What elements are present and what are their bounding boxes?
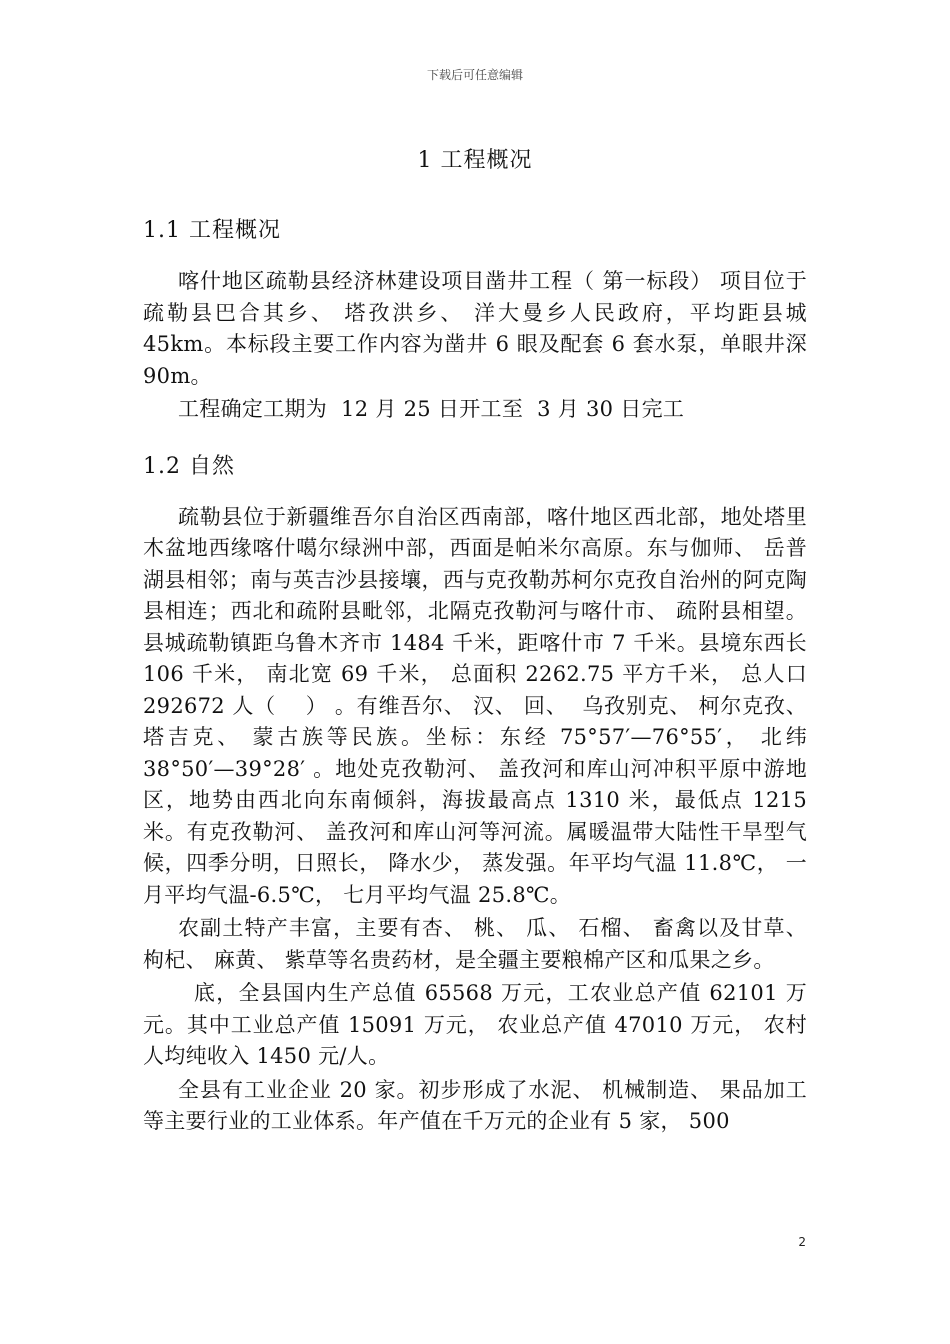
- paragraph-construction-period: 工程确定工期为 12 月 25 日开工至 3 月 30 日完工: [178, 397, 685, 421]
- section-heading-1-2: 1.2 自然: [143, 453, 235, 479]
- paragraph-project-location: 喀什地区疏勒县经济林建设项目凿井工程（ 第一标段） 项目位于疏勒县巴合其乡、 塔孜洪乡、 洋大曼乡人民政府，平均距县城 45km。本标段主要工作内容为凿井 6 眼及配套 6 套水泵，单眼井深 90m。: [143, 269, 814, 388]
- paragraph-local-products: 农副土特产丰富，主要有杏、 桃、 瓜、 石榴、 畜禽以及甘草、 枸杞、 麻黄、 紫草等名贵药材，是全疆主要粮棉产区和瓜果之乡。: [143, 916, 814, 972]
- paragraph-economic-output: 底，全县国内生产总值 65568 万元，工农业总产值 62101 万元。其中工业总产值 15091 万元， 农业总产值 47010 万元， 农村人均纯收入 1450 元/人。: [143, 981, 807, 1068]
- document-title: 1 工程概况: [417, 148, 533, 173]
- paragraph-natural-overview: 疏勒县位于新疆维吾尔自治区西南部，喀什地区西北部，地处塔里木盆地西缘喀什噶尔绿洲中部，西面是帕米尔高原。东与伽师、 岳普湖县相邻；南与英吉沙县接壤，西与克孜勒苏柯尔克孜自治州的阿克陶县相连；西北和疏附县毗邻，北隔克孜勒河与喀什市、 疏附县相望。县城疏勒镇距乌鲁木齐市 1484 千米，距喀什市 7 千米。县境东西长 106 千米， 南北宽 69 千米， 总面积 2262.75 平方千米， 总人口 292672 人（ ） 。有维吾尔、 汉、 回、 乌孜别克、 柯尔克孜、 塔吉克、 蒙古族等民族。坐标：东经 75°57′—76°55′， 北纬 38°50′—39°28′ 。地处克孜勒河、 盖孜河和库山河冲积平原中游地区，地势由西北向东南倾斜，海拔最高点 1310 米，最低点 1215 米。有克孜勒河、 盖孜河和库山河等河流。属暖温带大陆性干旱型气候，四季分明，日照长， 降水少， 蒸发强。年平均气温 11.8℃， 一月平均气温-6.5℃， 七月平均气温 25.8℃。: [143, 504, 814, 907]
- page-header-note: 下载后可任意编辑: [426, 68, 523, 82]
- page-number: 2: [798, 1235, 806, 1249]
- document-body: [143, 146, 814, 1140]
- paragraph-industry: 全县有工业企业 20 家。初步形成了水泥、 机械制造、 果品加工等主要行业的工业体系。年产值在千万元的企业有 5 家， 500: [143, 1077, 807, 1133]
- section-heading-1-1: 1.1 工程概况: [143, 218, 281, 243]
